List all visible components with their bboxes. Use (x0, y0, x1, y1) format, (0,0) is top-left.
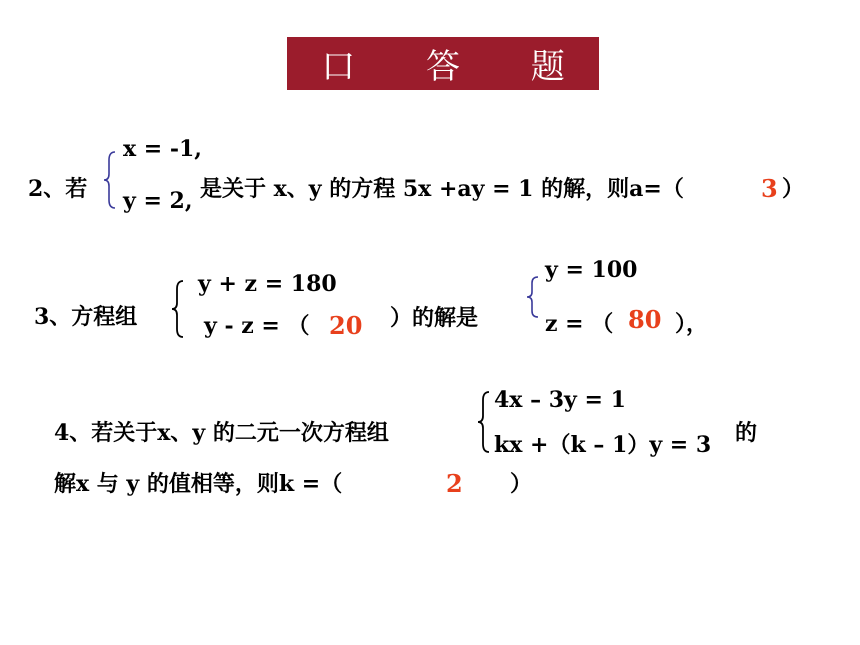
q4-line2-left: 解x 与 y 的值相等，则k =（ (54, 471, 343, 497)
q4-close-paren: ） (510, 471, 533, 497)
q4-tail: 的 (735, 420, 758, 446)
q3-solution-brace (525, 275, 541, 319)
q2-equation-x: x = -1, (123, 136, 202, 162)
q4-answer: 2 (446, 469, 463, 498)
q4-left-brace (476, 390, 492, 454)
q2-close-paren: ） (782, 176, 805, 202)
q2-left-brace (102, 150, 118, 210)
q3-solution-y: y = 100 (545, 257, 638, 283)
q3-answer-20: 20 (329, 311, 363, 340)
q3-answer-80: 80 (628, 305, 662, 334)
q3-solution-label: ）的解是 (390, 305, 479, 331)
q4-prefix: 4、若关于x、y 的二元一次方程组 (54, 420, 389, 446)
q3-solution-z-left: z = （ (545, 311, 614, 337)
page-title: 口 答 题 (321, 47, 595, 87)
q2-prefix: 2、若 (28, 176, 88, 202)
q3-left-brace (170, 279, 186, 339)
q3-solution-z-right: ）， (675, 311, 709, 337)
q2-answer: 3 (761, 174, 778, 203)
q4-equation-2: kx +（k – 1）y = 3 (494, 432, 712, 458)
title-banner (287, 37, 599, 90)
q3-equation-2-left: y - z = （ (204, 313, 310, 339)
q4-equation-1: 4x – 3y = 1 (494, 387, 626, 413)
q2-stem: 是关于 x、y 的方程 5x +ay = 1 的解，则a=（ (200, 176, 684, 202)
q3-prefix: 3、方程组 (34, 304, 138, 330)
q3-equation-1: y + z = 180 (198, 271, 337, 297)
q2-equation-y: y = 2, (123, 188, 193, 214)
